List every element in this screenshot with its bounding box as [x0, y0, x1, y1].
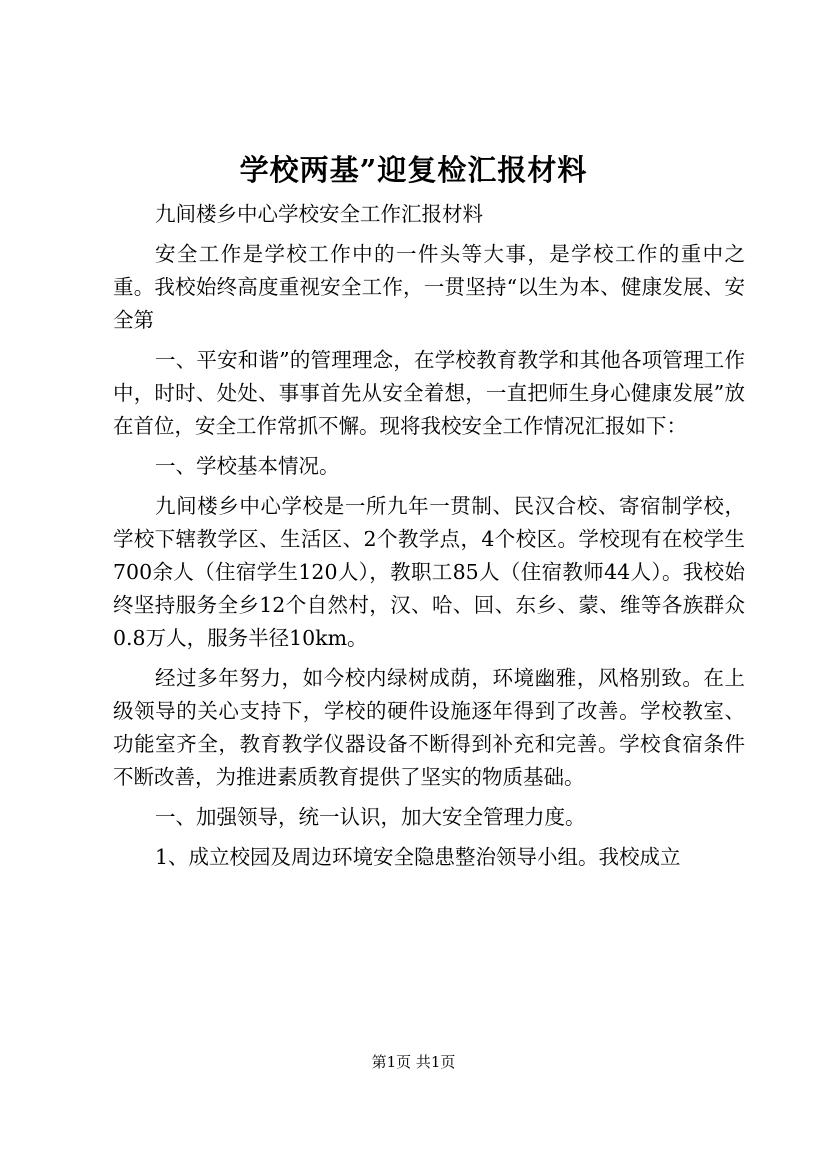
paragraph-intro: 安全工作是学校工作中的一件头等大事，是学校工作的重中之重。我校始终高度重视安全工作，一贯坚持“以生为本、健康发展、安全第 [113, 242, 745, 332]
paragraph-subtitle: 九间楼乡中心学校安全工作汇报材料 [155, 202, 483, 226]
document-title: 学校两基”迎复检汇报材料 [239, 153, 588, 187]
paragraph-philosophy: 一、平安和谐”的管理理念，在学校教育教学和其他各项管理工作中，时时、处处、事事首先从安全着想，一直把师生身心健康发展”放在首位，安全工作常抓不懈。现将我校安全工作情况汇报如下： [113, 348, 745, 438]
paragraph-group-setup: 1、成立校园及周边环境安全隐患整治领导小组。我校成立 [155, 845, 681, 869]
page-number-footer: 第1页 共1页 [371, 1053, 456, 1071]
section-heading-leadership: 一、加强领导，统一认识，加大安全管理力度。 [155, 805, 586, 829]
section-heading-basic-info: 一、学校基本情况。 [155, 454, 340, 478]
document-body [113, 198, 745, 881]
paragraph-development: 经过多年努力，如今校内绿树成荫，环境幽雅，风格别致。在上级领导的关心支持下，学校的硬件设施逐年得到了改善。学校教室、功能室齐全，教育教学仪器设备不断得到补充和完善。学校食宿条件不断改善，为推进素质教育提供了坚实的物质基础。 [113, 666, 745, 789]
paragraph-school-info: 九间楼乡中心学校是一所九年一贯制、民汉合校、寄宿制学校，学校下辖教学区、生活区、2个教学点，4个校区。学校现有在校学生700余人（住宿学生120人），教职工85人（住宿教师44人）。我校始终坚持服务全乡12个自然村，汉、哈、回、东乡、蒙、维等各族群众0.8万人，服务半径10km。 [113, 494, 745, 650]
